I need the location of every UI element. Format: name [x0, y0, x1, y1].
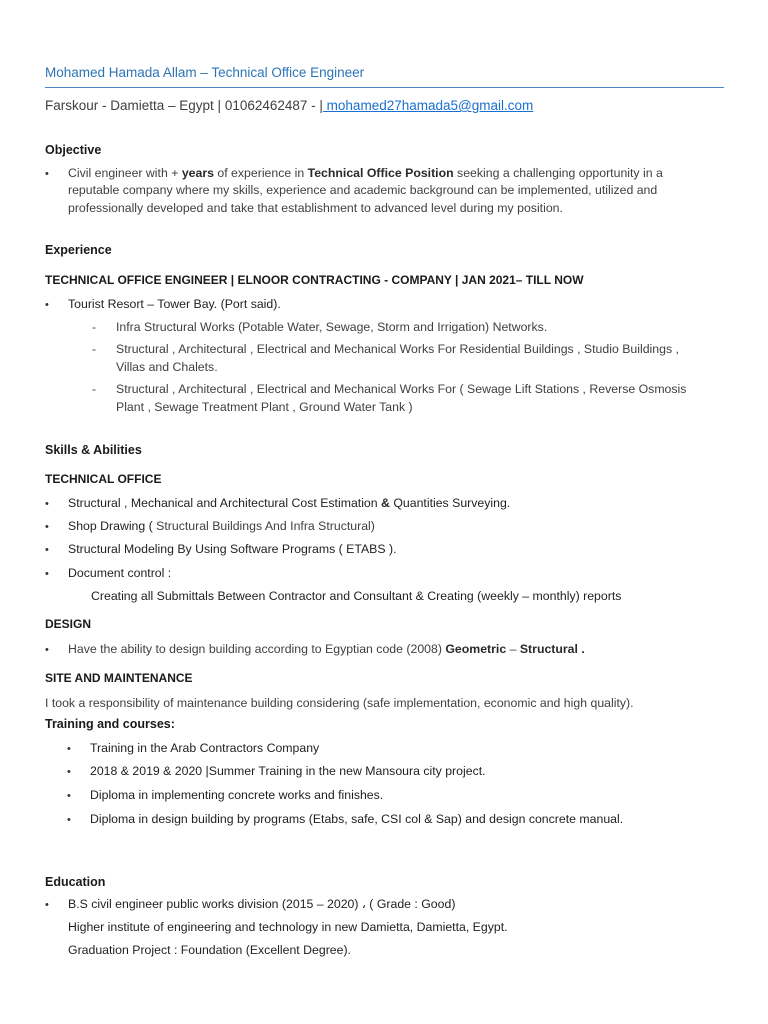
design-structural: Structural .: [519, 642, 585, 656]
bullet-icon: •: [45, 644, 49, 656]
training-heading: Training and courses:: [45, 717, 175, 731]
design-heading: DESIGN: [45, 617, 92, 631]
bullet-icon: •: [45, 568, 49, 580]
skill-text: Quantities Surveying.: [389, 496, 511, 510]
contact-line: [45, 98, 533, 113]
technical-office-heading: TECHNICAL OFFICE: [45, 472, 162, 486]
objective-years: years: [181, 166, 214, 180]
experience-item: Structural , Architectural , Electrical and Mechanical Works For Residential Buildings , Studio Buildings ,: [116, 342, 679, 356]
education-institute: Higher institute of engineering and technology in new Damietta, Damietta, Egypt.: [68, 920, 508, 934]
skill-sub-item: Creating all Submittals Between Contractor and Consultant & Creating (weekly – monthly) reports: [91, 589, 622, 603]
objective-position: Technical Office Position: [307, 166, 454, 180]
design-geometric: Geometric: [445, 642, 507, 656]
objective-text: Civil engineer with +: [68, 166, 182, 180]
skill-item: Document control :: [68, 566, 172, 580]
dash-icon: -: [92, 320, 96, 334]
project-name: Tourist Resort – Tower Bay. (Port said).: [68, 297, 281, 311]
experience-item: Infra Structural Works (Potable Water, Sewage, Storm and Irrigation) Networks.: [116, 320, 548, 334]
header-divider: [45, 87, 724, 88]
contact-address-phone: Farskour - Damietta – Egypt | 01062462487 - |: [45, 98, 323, 113]
experience-item: Structural , Architectural , Electrical and Mechanical Works For ( Sewage Lift Stations , Reverse Osmosis: [116, 382, 687, 396]
design-text: –: [506, 642, 520, 656]
objective-line-3: professionally developed and take that establishment to advanced level during my position.: [68, 201, 563, 215]
bullet-icon: •: [67, 743, 71, 755]
objective-text: seeking a challenging opportunity in a: [453, 166, 663, 180]
site-maintenance-heading: SITE AND MAINTENANCE: [45, 671, 193, 685]
bullet-icon: •: [45, 299, 49, 311]
objective-line-1: [68, 166, 663, 180]
skill-item: Structural Modeling By Using Software Programs ( ETABS ).: [68, 542, 397, 556]
bullet-icon: •: [67, 766, 71, 778]
skills-heading: Skills & Abilities: [45, 443, 142, 457]
name-title: Mohamed Hamada Allam – Technical Office Engineer: [45, 65, 365, 80]
email-link[interactable]: mohamed27hamada5@gmail.com: [322, 98, 534, 113]
education-degree: [68, 897, 455, 911]
skill-text: Structural Buildings And Infra Structural): [156, 519, 375, 533]
degree-grade: ، ( Grade : Good): [361, 897, 456, 911]
skill-item: [68, 519, 375, 533]
skill-text: Structural , Mechanical and Architectural Cost Estimation: [68, 496, 382, 510]
bullet-icon: •: [45, 498, 49, 510]
degree-text: B.S civil engineer public works division (2015 – 2020): [68, 897, 362, 911]
skill-item: [68, 496, 510, 510]
bullet-icon: •: [45, 168, 49, 180]
objective-line-2: reputable company where my skills, experience and academic background can be implemented, utilized and: [68, 183, 658, 197]
job-title: TECHNICAL OFFICE ENGINEER | ELNOOR CONTRACTING - COMPANY | JAN 2021– TILL NOW: [45, 273, 584, 287]
site-maintenance-text: I took a responsibility of maintenance building considering (safe implementation, economic and high quality).: [45, 696, 634, 710]
design-text: Have the ability to design building according to Egyptian code (2008): [68, 642, 446, 656]
design-item: [68, 642, 585, 656]
education-heading: Education: [45, 875, 106, 889]
skill-ampersand: &: [381, 496, 390, 510]
dash-icon: -: [92, 342, 96, 356]
skill-text: Shop Drawing (: [68, 519, 157, 533]
bullet-icon: •: [67, 814, 71, 826]
objective-text: of experience in: [213, 166, 308, 180]
experience-heading: Experience: [45, 243, 112, 257]
experience-item-cont: Plant , Sewage Treatment Plant , Ground Water Tank ): [116, 400, 413, 414]
training-item: 2018 & 2019 & 2020 |Summer Training in the new Mansoura city project.: [90, 764, 486, 778]
training-item: Diploma in design building by programs (Etabs, safe, CSI col & Sap) and design concrete manual.: [90, 812, 624, 826]
bullet-icon: •: [67, 790, 71, 802]
graduation-project: Graduation Project : Foundation (Excellent Degree).: [68, 943, 351, 957]
training-item: Diploma in implementing concrete works and finishes.: [90, 788, 384, 802]
experience-item-cont: Villas and Chalets.: [116, 360, 218, 374]
bullet-icon: •: [45, 899, 49, 911]
bullet-icon: •: [45, 521, 49, 533]
dash-icon: -: [92, 382, 96, 396]
bullet-icon: •: [45, 544, 49, 556]
training-item: Training in the Arab Contractors Company: [90, 741, 320, 755]
objective-heading: Objective: [45, 143, 102, 157]
